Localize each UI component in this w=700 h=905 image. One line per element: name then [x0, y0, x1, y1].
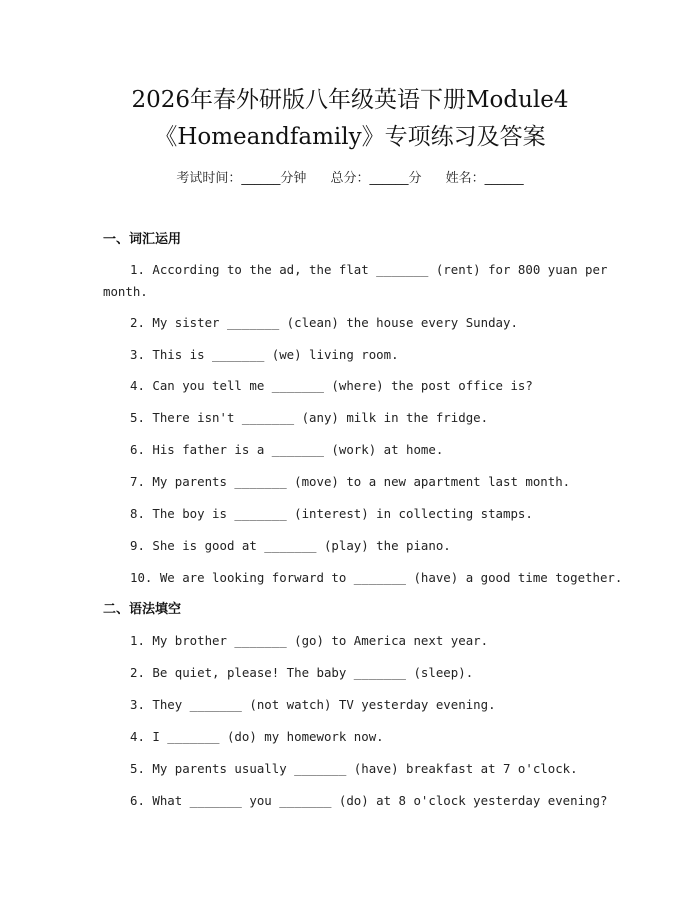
- document-title-line1: 2026年春外研版八年级英语下册Module4: [131, 87, 569, 113]
- exam-time: 考试时间：______分钟: [176, 171, 307, 186]
- question-line: 5. There isn't _______ (any) milk in the fridge.: [130, 410, 489, 425]
- exam-info: [0, 170, 700, 188]
- question-line: 3. They _______ (not watch) TV yesterday evening.: [130, 697, 496, 712]
- question-line: 5. My parents usually _______ (have) breakfast at 7 o'clock.: [130, 761, 578, 776]
- question-line: 4. I _______ (do) my homework now.: [130, 729, 384, 744]
- section-heading-vocabulary: 一、词汇运用: [103, 232, 182, 247]
- question-line: 10. We are looking forward to _______ (have) a good time together.: [130, 570, 623, 585]
- question-line: 1. My brother _______ (go) to America next year.: [130, 633, 489, 648]
- question-line: 6. His father is a _______ (work) at home.: [130, 442, 444, 457]
- question-line: 6. What _______ you _______ (do) at 8 o'clock yesterday evening?: [130, 793, 608, 808]
- question-line: 7. My parents _______ (move) to a new apartment last month.: [130, 474, 571, 489]
- question-line: 8. The boy is _______ (interest) in collecting stamps.: [130, 506, 533, 521]
- section-heading-grammar: 二、语法填空: [103, 602, 182, 617]
- question-line: 1. According to the ad, the flat _______ (rent) for 800 yuan per: [130, 262, 608, 277]
- exam-name: 姓名：______: [445, 171, 524, 186]
- document-title-line2: 《Homeandfamily》专项练习及答案: [154, 124, 546, 150]
- question-line: 9. She is good at _______ (play) the piano.: [130, 538, 451, 553]
- question-line: 2. My sister _______ (clean) the house every Sunday.: [130, 315, 518, 330]
- question-line: 4. Can you tell me _______ (where) the post office is?: [130, 378, 533, 393]
- question-line: 2. Be quiet, please! The baby _______ (sleep).: [130, 665, 474, 680]
- question-line: 3. This is _______ (we) living room.: [130, 347, 399, 362]
- question-line: month.: [103, 284, 148, 299]
- exam-total-score: 总分：______分: [330, 171, 422, 186]
